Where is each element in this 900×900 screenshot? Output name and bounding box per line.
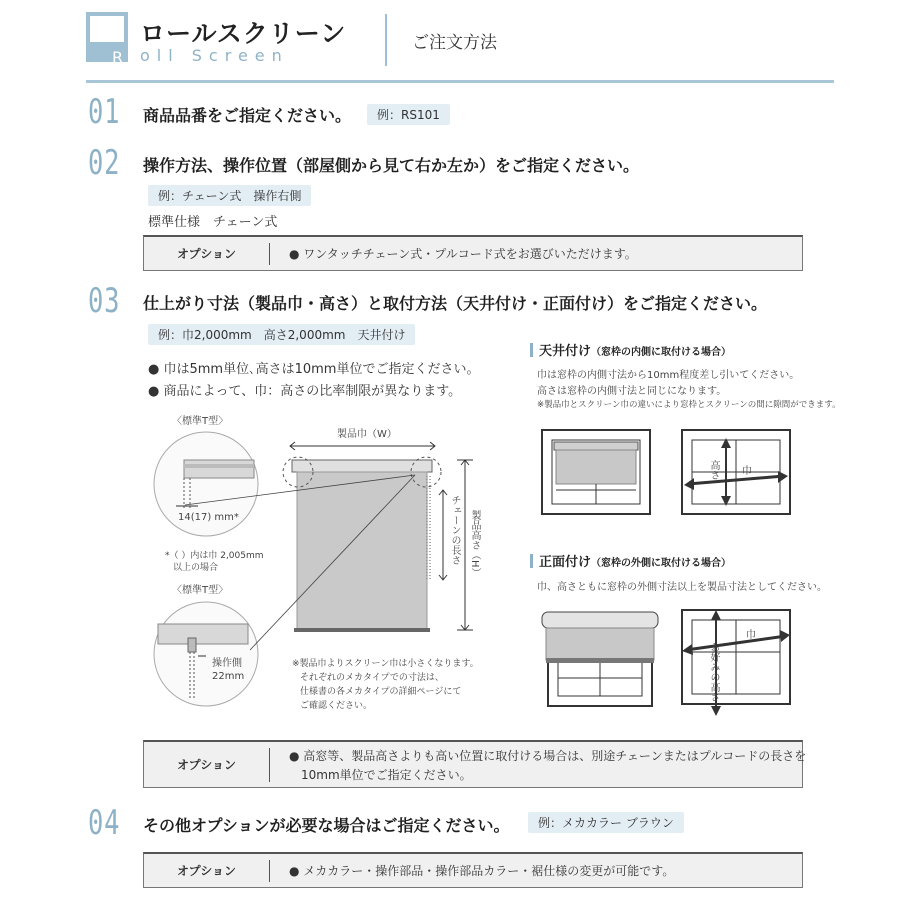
step-03-bullet-1: ● 巾は5mm単位､高さは10mm単位でご指定ください。: [148, 362, 480, 377]
ceiling-window-illustration: [540, 428, 655, 518]
step-01-example: 例：RS101: [367, 104, 450, 125]
option-divider: [269, 860, 270, 882]
ceiling-line-1: 巾は窓枠の内側寸法から10mm程度差し引いてください。: [537, 370, 800, 381]
page-title-en: oll Screen: [140, 46, 289, 65]
diagram-note-1: ※製品巾よりスクリーン巾は小さくなります。: [292, 659, 479, 669]
step-02-example: 例：チェーン式 操作右側: [148, 185, 311, 206]
step-number-04: 04: [88, 803, 121, 843]
front-line-1: 巾、高さともに窓枠の外側寸法以上を製品寸法としてください。: [537, 582, 827, 593]
type1-note-2: 以上の場合: [173, 563, 219, 573]
type2-dimension: 22mm: [212, 671, 245, 682]
diagram-note-3: 仕様書の各メカタイプの詳細ページにて: [300, 687, 462, 697]
option-text-line-1: ● 高窓等、製品高さよりも高い位置に取付ける場合は、別途チェーンまたはプルコードの長さを: [289, 749, 807, 763]
option-label: オプション: [177, 247, 236, 261]
diagram-note-2: それぞれのメカタイプでの寸法は、: [300, 673, 444, 683]
chain-length-label: チェーンの長さ: [449, 495, 460, 565]
ceiling-line-2: 高さは窓枠の内側寸法と同じになります。: [537, 386, 727, 397]
option-label: オプション: [177, 864, 236, 878]
type2-detail-circle: [150, 598, 270, 708]
ceiling-measure-illustration: [680, 428, 795, 518]
step-04-option-box: [143, 852, 803, 888]
step-03-bullet-2: ● 商品によって、巾：高さの比率制限が異なります。: [148, 384, 462, 399]
front-height-mark: お好みの高さ: [708, 642, 719, 702]
page-title: ロールスクリーン: [140, 19, 347, 48]
front-window-illustration: [540, 608, 660, 708]
step-number-01: 01: [88, 92, 121, 132]
step-number-02: 02: [88, 143, 121, 183]
type1-dimension: 14(17) mm*: [178, 512, 239, 523]
ceiling-line-3: ※製品巾とスクリーン巾の違いにより窓枠とスクリーンの間に隙間ができます。: [537, 400, 841, 410]
option-text-line-2: 10mm単位でご指定ください。: [301, 768, 472, 782]
type1-label: 〈標準T型〉: [172, 416, 229, 427]
option-divider: [269, 748, 270, 782]
step-03-example: 例：巾2,000mm 高さ2,000mm 天井付け: [148, 324, 415, 345]
type1-note-1: *（ ）内は巾 2,005mm: [165, 551, 264, 561]
step-number-03: 03: [88, 281, 121, 321]
step-01-title: 商品品番をご指定ください。: [143, 106, 352, 125]
step-04-example: 例：メカカラー ブラウン: [528, 812, 684, 833]
step-02-title: 操作方法、操作位置（部屋側から見て右か左か）をご指定ください。: [143, 156, 640, 175]
diagram-note-4: ご確認ください。: [300, 701, 373, 711]
step-04-title: その他オプションが必要な場合はご指定ください。: [143, 816, 510, 835]
step-02-standard: 標準仕様 チェーン式: [148, 215, 278, 230]
front-mount-heading: 正面付け（窓枠の外側に取付ける場合）: [530, 551, 731, 570]
ceiling-mount-heading: 天井付け（窓枠の内側に取付ける場合）: [530, 340, 731, 359]
header-divider: [385, 14, 387, 66]
heading-bar: [530, 343, 533, 357]
width-label: 製品巾（W）: [337, 429, 397, 440]
type2-side-label: 操作側: [212, 658, 242, 669]
step-03-title: 仕上がり寸法（製品巾・高さ）と取付方法（天井付け・正面付け）をご指定ください。: [143, 294, 768, 313]
option-label: オプション: [177, 758, 236, 772]
title-en-initial: R: [112, 48, 124, 67]
ceiling-width-mark: 巾: [742, 466, 752, 477]
option-divider: [269, 243, 270, 265]
ceiling-height-mark: 高さ: [708, 460, 719, 480]
step-02-option-box: [143, 235, 803, 271]
type2-label: 〈標準T型〉: [172, 585, 229, 596]
front-measure-illustration: [680, 608, 795, 718]
height-label: 製品高さ（H）: [469, 510, 480, 578]
step-03-option-box: [143, 740, 807, 788]
header-rule: [86, 80, 834, 83]
option-text: ● ワンタッチチェーン式・プルコード式をお選びいただけます。: [289, 247, 637, 261]
heading-bar: [530, 554, 533, 568]
option-text: ● メカカラー・操作部品・操作部品カラー・裾仕様の変更が可能です。: [289, 864, 675, 878]
page-subtitle: ご注文方法: [412, 33, 497, 53]
front-width-mark: 巾: [746, 630, 756, 641]
